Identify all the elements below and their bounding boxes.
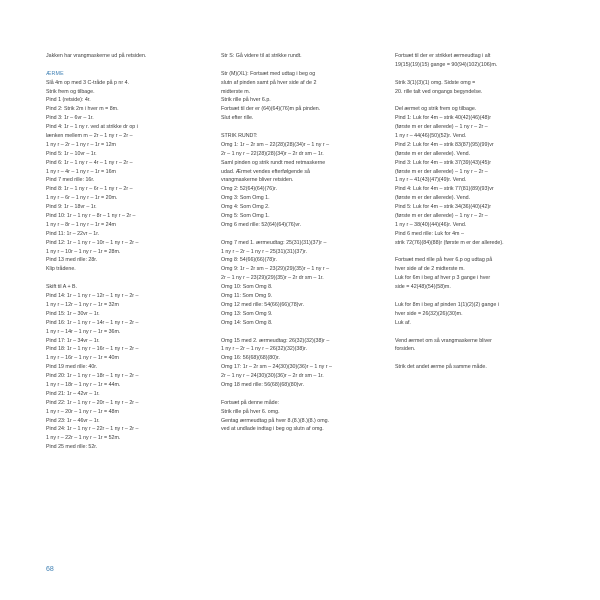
text-line: 1 ny r – 4r – 1 ny r – 1r = 16m [46,168,116,175]
text-line: Omg 14: Som Omg 8. [221,319,273,326]
text-line: Pind 17: 1r – 34vr – 1r. [46,337,100,344]
text-line: (første m er der allerede). Vend. [395,195,471,202]
text-line: Pind 5: 1r – 10vr – 1r. [46,150,97,157]
text-line: Omg 2: 52(64)(64)(76)r. [221,186,277,193]
paragraph-gap [395,292,560,301]
text-line: (første m er der allerede) – 1 ny r – 2r – [395,124,488,131]
text-line: Skift til A + B. [46,284,78,291]
text-line: slutn af pinden samt på hver side af de 2 [221,79,317,86]
text-line: (første m er der allerede) – 1 ny r – 2r – [395,168,488,175]
paragraph-gap [221,230,381,239]
text-line: Pind 24: 1r – 1 ny r – 22r – 1 ny r – 2r – [46,426,139,433]
text-line: Pind 12: 1r – 1 ny r – 10r – 1 ny r – 2r – [46,239,139,246]
text-line: 1 ny r – 38(40)(44)(46)r. Vend. [395,221,467,228]
text-line: Pind 4: Luk for 4m – strik 77(81)(89)(93)vr [395,186,494,193]
text-line: Klip trådene. [46,266,76,273]
text-line: Omg 17: 1r – 2r sm – 24(30)(30)(36)r – 1 ny r – [221,364,332,371]
text-line: 1 ny r – 14r – 1 ny r – 1r = 36m. [46,328,121,335]
text-line: Vend ærmet om så vrangmaskerne bliver [395,337,492,344]
text-line: Jakken har vrangmaskerne ud på retsiden. [46,53,147,59]
paragraph-gap [46,274,196,283]
text-line: 1 ny r – 18r – 1 ny r – 1r = 44m. [46,381,121,388]
text-line: (første m er der allerede). Vend. [395,150,471,157]
text-line: Luk af. [395,319,411,326]
text-line: Strik frem og tilbage. [46,88,95,95]
text-line: Fortsæt med rille på hver 6.p og udtag på [395,257,493,264]
text-line: forsiden. [395,346,416,353]
text-line: udad. Ærmet vendes efterfølgende så [221,168,310,175]
paragraph-gap [221,123,381,132]
text-line: vrangmaskerne bliver retsiden. [221,177,294,184]
text-line: 2r – 1 ny r – 24(30)(30)(36)r – 2r dr sm – 1r. [221,373,324,380]
text-line: Luk for 6m i beg af hver p 3 gange i hver [395,275,491,282]
text-line: hver side af de 2 midterste m. [395,266,465,273]
paragraph-gap [395,96,560,105]
text-line: Pind 8: 1r – 1 ny r – 6r – 1 ny r – 2r – [46,186,133,193]
text-line: Fortsæt på denne måde: [221,399,280,406]
text-line: Strik det andet ærme på samme måde. [395,364,487,371]
text-line: Omg 13: Som Omg 9. [221,310,273,317]
text-line: 1 ny r – 20r – 1 ny r – 1r = 48m [46,408,119,415]
text-line: Fortsæt til der er (64)(64)(76)m på pinden. [221,106,321,113]
text-line: 2r – 1 ny r – 23(29)(29)(35)r – 2r dr sm – 1r. [221,275,324,282]
text-line: Luk for 8m i beg af pinden 1(1)(2)(2) gange i [395,301,499,308]
text-line: Pind 22: 1r – 1 ny r – 20r – 1 ny r – 2r – [46,399,139,406]
text-line: Pind 21: 1r – 42vr – 1r. [46,390,100,397]
text-line: Pind 7 med rille: 16r. [46,177,95,184]
text-line: Pind 6 med rille: Luk for 4m – [395,230,464,237]
text-column-left [46,52,196,452]
text-line: Pind 23: 1r – 46vr – 1r. [46,417,100,424]
text-line: 1 ny r – 2r – 1 ny r – 25(31)(31)(37)r. [221,248,307,255]
paragraph-gap [395,70,560,79]
paragraph-gap [46,61,196,70]
text-line: Omg 5: Som Omg 1. [221,213,270,220]
text-line: 1 ny r – 41(43)(47)(49)r. Vend. [395,177,467,184]
text-column-right [395,52,560,372]
text-line: Pind 13 med rille: 28r. [46,257,98,264]
text-line: side = 42(48)(54)(58)m. [395,284,451,291]
paragraph-gap [221,61,381,70]
text-line: Pind 1 (retside): 4r. [46,97,91,104]
section-heading: ÆRME [46,70,64,77]
text-line: Pind 19 med rille: 40r. [46,364,98,371]
text-line: hver side = 26(32)(26)(30)m. [395,310,463,317]
text-line: Pind 11: 1r – 22vr – 1r. [46,230,100,237]
text-line: 1 ny r – 12r – 1 ny r – 1r = 32m [46,301,119,308]
text-line: ved at undlade indtag i beg og slutn af omg. [221,426,324,433]
text-line: 1 ny r – 6r – 1 ny r – 1r = 20m. [46,195,118,202]
text-line: Str (M)(XL): Fortsæt med udtag i beg og [221,70,316,77]
text-line: Pind 5: Luk for 4m – strik 34(36)(40)(42)r [395,204,491,211]
text-line: 20. rille talt ved ongangs begyndelse. [395,88,483,95]
text-line: 1 ny r – 22r – 1 ny r – 1r = 52m. [46,435,121,442]
text-line: 1 ny r – 16r – 1 ny r – 1r = 40m [46,355,119,362]
text-line: Pind 1: Luk for 4m – strik 40(42)(46)(48)r [395,115,491,122]
paragraph-gap [221,390,381,399]
text-line: Pind 2: Luk for 4m – strik 83(87)(95)(99)vr [395,141,494,148]
paragraph-gap [221,328,381,337]
text-line: Pind 18: 1r – 1 ny r – 16r – 1 ny r – 2r – [46,346,139,353]
text-line: Pind 4: 1r – 1 ny r. ved at strikke dr op i [46,124,138,131]
text-line: 19(15)(19)(15) gange = 90(94)(102)(106)m. [395,61,498,68]
text-line: Pind 25 med rille: 52r. [46,444,98,451]
text-line: Omg 10: Som Omg 8. [221,284,273,291]
text-line: Saml pinden og strik rundt med retmaskerne [221,159,326,166]
text-line: Strik rille på hver 6.p. [221,97,271,104]
text-line: Omg 1: 1r – 2r sm – 22(28)(28)(34)r – 1 ny r – [221,141,330,148]
text-line: Strik rille på hver 6. omg. [221,408,280,415]
text-line: (første m er der allerede) – 1 ny r – 2r – [395,213,488,220]
text-line: Omg 8: 54(66)(66)(78)r. [221,257,277,264]
paragraph-gap [395,328,560,337]
text-line: lænken mellem m – 2r – 1 ny r – 2r – [46,133,133,140]
text-line: Slå 4m op med 3 C-tråde på p nr 4. [46,79,130,86]
text-line: Pind 3: Luk for 4m – strik 37(39)(43)(45)r [395,159,491,166]
text-line: Pind 2: Strik 2m i hver m = 8m. [46,106,119,113]
text-line: 1 ny r – 10r – 1 ny r – 1r = 28m. [46,248,121,255]
text-line: midterste m. [221,88,251,95]
paragraph-gap [395,354,560,363]
text-line: 1 ny r – 44(46)(50)(52)r. Vend. [395,133,467,140]
text-line: Fortsæt til der er strikket ærmeudtag i alt [395,53,491,59]
text-line: Omg 15 med 2. ærmeudtag: 26(32)(32)(38)r – [221,337,330,344]
text-line: Gentag ærmeudtag på hver 8.(8.)(8.)(8.) omg. [221,417,330,424]
text-line: Pind 14: 1r – 1 ny r – 12r – 1 ny r – 2r – [46,293,139,300]
text-line: Str S: Gå videre til at strikke rundt. [221,53,302,59]
text-line: Omg 9: 1r – 2r sm – 23(29)(29)(35)r – 1 ny r – [221,266,330,273]
text-line: 1 ny r – 8r – 1 ny r – 1r = 24m [46,221,116,228]
text-line: Omg 6 med rille: 52(64)(64)(76)vr. [221,221,302,228]
text-line: Omg 11: Som Omg 9. [221,293,273,300]
text-line: 1 ny r – 2r – 1 ny r – 1r = 12m [46,141,116,148]
text-line: Omg 12 med rille: 54(66)(66)(78)vr. [221,301,305,308]
text-column-middle [221,52,381,434]
text-line: Omg 4: Som Omg 2. [221,204,270,211]
text-line: STRIK RUNDT: [221,133,258,140]
text-line: Pind 15: 1r – 30vr – 1r. [46,310,100,317]
text-line: Omg 7 med 1. ærmeudtag: 25(31)(31)(37)r – [221,239,327,246]
text-line: Omg 16: 56(68)(68)(80)r. [221,355,280,362]
text-line: Pind 16: 1r – 1 ny r – 14r – 1 ny r – 2r – [46,319,139,326]
text-line: Slut efter rille. [221,115,254,122]
text-line: Pind 9: 1r – 18vr – 1r. [46,204,97,211]
text-line: Omg 18 med rille: 56(68)(68)(80)vr. [221,381,305,388]
text-line: Pind 6: 1r – 1 ny r – 4r – 1 ny r – 2r – [46,159,133,166]
text-line: Del ærmet og strik frem og tilbage. [395,106,477,113]
text-line: 1 ny r – 2r – 1 ny r – 26(32)(32)(38)r. [221,346,307,353]
text-line: Strik 3(1)(3)(1) omg. Sidste omg = [395,79,476,86]
page-number: 68 [46,566,54,573]
text-line: 2r – 1 ny r – 22(28)(28)(34)r – 2r dr sm – 1r. [221,150,324,157]
text-line: strik 72(76)(84)(88)r (første m er der allerede). [395,239,504,246]
text-line: Omg 3: Som Omg 1. [221,195,270,202]
text-line: Pind 3: 1r – 6vr – 1r. [46,115,94,122]
text-line: Pind 20: 1r – 1 ny r – 18r – 1 ny r – 2r – [46,373,139,380]
paragraph-gap [395,248,560,257]
text-line: Pind 10: 1r – 1 ny r – 8r – 1 ny r – 2r – [46,213,136,220]
